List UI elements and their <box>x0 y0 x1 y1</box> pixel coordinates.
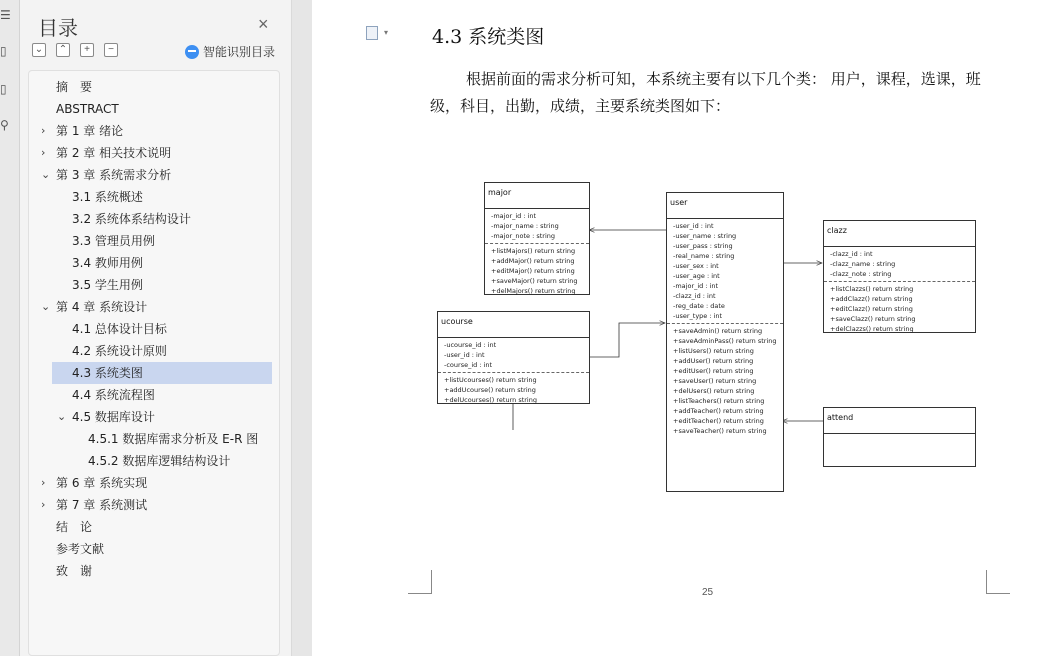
smart-toc-label: 智能识别目录 <box>203 45 276 59</box>
toc-item-3-5[interactable] <box>29 274 279 296</box>
toc-item-3-4[interactable] <box>29 252 279 274</box>
uml-operation: +editMajor() return string <box>491 267 575 275</box>
toc-item-ch6[interactable] <box>29 472 279 494</box>
toc-item-ch1[interactable] <box>29 120 279 142</box>
uml-class-name: attend <box>824 408 975 434</box>
toc-item-label: 第 4 章 系统设计 <box>56 300 148 314</box>
toc-item-label: 4.5.2 数据库逻辑结构设计 <box>88 454 231 468</box>
uml-operation: +listTeachers() return string <box>673 397 765 405</box>
uml-operation: +listUcourses() return string <box>444 376 537 384</box>
toc-item-label: 结 论 <box>56 520 93 534</box>
uml-operation: +addClazz() return string <box>830 295 913 303</box>
document-page[interactable] <box>312 0 1042 656</box>
uml-operation: +listClazzs() return string <box>830 285 914 293</box>
toc-item-ch4[interactable] <box>29 296 279 318</box>
uml-class-name: major <box>485 183 589 209</box>
toc-item-4-5-2[interactable] <box>29 450 279 472</box>
left-toolbar-strip <box>0 0 20 656</box>
uml-operation: +delUsers() return string <box>673 387 755 395</box>
uml-attribute: -major_id : int <box>673 282 719 290</box>
uml-operation: +saveAdminPass() return string <box>673 337 777 345</box>
body-paragraph: 根据前面的需求分析可知，本系统主要有以下几个类： 用户，课程，选课，班级，科目，出勤，成绩，主要系统类图如下： <box>430 70 981 115</box>
toc-item-4-3[interactable] <box>52 362 272 384</box>
toc-item-label: 参考文献 <box>56 542 105 556</box>
uml-attribute: -user_name : string <box>673 232 737 240</box>
uml-attribute: -clazz_id : int <box>830 250 873 258</box>
smart-toc-button[interactable] <box>185 43 275 60</box>
uml-operation: +delClazzs() return string <box>830 325 914 333</box>
toc-item-label: 第 3 章 系统需求分析 <box>56 168 172 182</box>
uml-operation: +delUcourses() return string <box>444 396 537 404</box>
page-number: 25 <box>702 587 714 598</box>
toc-item-abstract-cn[interactable] <box>29 76 279 98</box>
expand-all-icon[interactable]: ⌄ <box>32 43 46 57</box>
toc-item-label: 3.2 系统体系结构设计 <box>72 212 191 226</box>
uml-class-user-clip <box>666 192 784 435</box>
toc-item-3-3[interactable] <box>29 230 279 252</box>
uml-operation: +saveUser() return string <box>673 377 757 385</box>
uml-operation: +listMajors() return string <box>491 247 576 255</box>
uml-attribute: -real_name : string <box>673 252 735 260</box>
expand-arrow-icon[interactable]: › <box>41 146 46 159</box>
menu-icon[interactable]: ☰ <box>0 8 11 22</box>
search-icon[interactable]: ⚲ <box>0 118 9 132</box>
uml-class-attend-clip <box>823 407 977 430</box>
toc-item-label: 4.5.1 数据库需求分析及 E-R 图 <box>88 432 259 446</box>
toc-item-label: 第 1 章 绪论 <box>56 124 124 138</box>
toc-item-label: 3.5 学生用例 <box>72 278 143 292</box>
page-corner-mark-left <box>408 570 432 594</box>
toc-item-4-4[interactable] <box>29 384 279 406</box>
uml-attribute: -user_type : int <box>673 312 723 320</box>
toc-item-label: 4.2 系统设计原则 <box>72 344 167 358</box>
smart-toc-icon <box>185 45 199 59</box>
uml-class-clazz <box>823 220 976 333</box>
uml-class-user <box>666 192 784 492</box>
uml-attribute: -user_pass : string <box>673 242 733 250</box>
uml-class-major <box>484 182 590 295</box>
uml-operation: +delMajors() return string <box>491 287 576 295</box>
toc-title: 目录 <box>38 16 78 40</box>
toc-item-3-2[interactable] <box>29 208 279 230</box>
bookmark-icon[interactable]: ▯ <box>0 44 7 58</box>
toc-item-abstract-en[interactable] <box>29 98 279 120</box>
toc-item-label: 致 谢 <box>56 564 93 578</box>
uml-operation: +editTeacher() return string <box>673 417 764 425</box>
page-corner-mark-right <box>986 570 1010 594</box>
toc-item-label: 4.3 系统类图 <box>72 366 143 380</box>
toc-item-4-2[interactable] <box>29 340 279 362</box>
toc-list <box>28 70 280 656</box>
uml-class-attend <box>823 407 976 467</box>
toc-item-label: 3.1 系统概述 <box>72 190 143 204</box>
toc-item-ch7[interactable] <box>29 494 279 516</box>
toc-item-4-5-1[interactable] <box>29 428 279 450</box>
expand-arrow-icon[interactable]: › <box>41 476 46 489</box>
uml-operation: +saveAdmin() return string <box>673 327 763 335</box>
uml-attribute: -user_sex : int <box>673 262 719 270</box>
uml-operation: +saveTeacher() return string <box>673 427 767 435</box>
uml-attribute: -user_id : int <box>673 222 714 230</box>
expand-arrow-icon[interactable]: › <box>41 498 46 511</box>
toc-item-ch3[interactable] <box>29 164 279 186</box>
toc-item-label: ABSTRACT <box>56 102 119 116</box>
toc-item-conclusion[interactable] <box>29 516 279 538</box>
remove-item-icon[interactable]: − <box>104 43 118 57</box>
uml-attribute: -major_note : string <box>491 232 555 240</box>
page-icon[interactable]: ▯ <box>0 82 7 96</box>
section-heading: 4.3 系统类图 <box>432 26 545 48</box>
uml-operation: +saveClazz() return string <box>830 315 916 323</box>
uml-attribute: -course_id : int <box>444 361 493 369</box>
uml-operation: +addUser() return string <box>673 357 754 365</box>
uml-attribute: -major_name : string <box>491 222 559 230</box>
toc-item-label: 第 7 章 系统测试 <box>56 498 148 512</box>
uml-attribute: -reg_date : date <box>673 302 725 310</box>
add-item-icon[interactable]: + <box>80 43 94 57</box>
uml-operation: +addUcourse() return string <box>444 386 536 394</box>
toc-panel <box>20 0 292 656</box>
uml-attribute: -clazz_name : string <box>830 260 896 268</box>
close-icon[interactable]: × <box>258 14 269 34</box>
toc-item-label: 4.4 系统流程图 <box>72 388 155 402</box>
collapse-arrow-icon[interactable]: ⌄ <box>57 410 67 423</box>
uml-operation: +addMajor() return string <box>491 257 575 265</box>
dropdown-caret-icon[interactable]: ▾ <box>384 28 389 37</box>
uml-attribute: -major_id : int <box>491 212 537 220</box>
uml-operation: +editClazz() return string <box>830 305 913 313</box>
toc-item-label: 3.4 教师用例 <box>72 256 143 270</box>
uml-operation: +listUsers() return string <box>673 347 754 355</box>
toc-item-references[interactable] <box>29 538 279 560</box>
toc-item-label: 摘 要 <box>56 80 93 94</box>
uml-attribute: -clazz_id : int <box>673 292 716 300</box>
toc-item-label: 3.3 管理员用例 <box>72 234 155 248</box>
toc-item-4-1[interactable] <box>29 318 279 340</box>
collapse-arrow-icon[interactable]: ⌄ <box>41 300 51 313</box>
toc-item-label: 4.1 总体设计目标 <box>72 322 167 336</box>
uml-class-name: ucourse <box>438 312 589 338</box>
toc-item-3-1[interactable] <box>29 186 279 208</box>
toc-item-label: 4.5 数据库设计 <box>72 410 155 424</box>
toc-item-label: 第 6 章 系统实现 <box>56 476 148 490</box>
collapse-arrow-icon[interactable]: ⌄ <box>41 168 51 181</box>
uml-class-ucourse <box>437 311 590 404</box>
toc-item-ch2[interactable] <box>29 142 279 164</box>
expand-arrow-icon[interactable]: › <box>41 124 46 137</box>
toc-item-acknowledgements[interactable] <box>29 560 279 582</box>
uml-attribute: -user_id : int <box>444 351 485 359</box>
collapse-all-icon[interactable]: ⌃ <box>56 43 70 57</box>
uml-class-name: clazz <box>824 221 975 247</box>
toc-item-4-5[interactable] <box>29 406 279 428</box>
uml-operation: +saveMajor() return string <box>491 277 578 285</box>
uml-operation: +addTeacher() return string <box>673 407 764 415</box>
uml-operation: +editUser() return string <box>673 367 754 375</box>
uml-attribute: -clazz_note : string <box>830 270 892 278</box>
uml-class-name: user <box>667 193 783 219</box>
uml-attribute: -ucourse_id : int <box>444 341 497 349</box>
uml-attribute: -user_age : int <box>673 272 720 280</box>
toc-item-label: 第 2 章 相关技术说明 <box>56 146 172 160</box>
